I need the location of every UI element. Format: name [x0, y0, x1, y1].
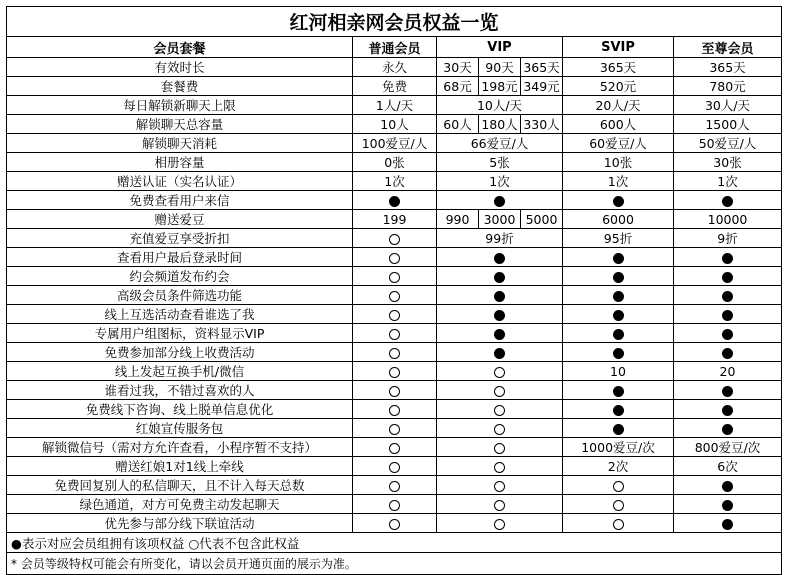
vip-value: [437, 419, 563, 438]
svip-value: 95折: [563, 229, 674, 248]
vip-value: [437, 267, 563, 286]
supreme-value: [674, 514, 782, 533]
vip-value: 10人/天: [437, 96, 563, 115]
table-row: [7, 115, 782, 134]
included-dot-icon: [722, 519, 733, 530]
supreme-value: 1500人: [674, 115, 782, 134]
svip-value: [563, 381, 674, 400]
included-dot-icon: [722, 405, 733, 416]
not-included-ring-icon: [494, 500, 505, 511]
table-row: [7, 210, 782, 229]
feature-label: 套餐费: [7, 77, 353, 96]
feature-label: 高级会员条件筛选功能: [7, 286, 353, 305]
table-row: [7, 96, 782, 115]
normal-value: [353, 514, 437, 533]
normal-value: [353, 286, 437, 305]
footnote-row: [7, 553, 782, 575]
table-row: [7, 305, 782, 324]
included-dot-icon: [494, 310, 505, 321]
feature-label: 专属用户组图标，资料显示VIP: [7, 324, 353, 343]
not-included-ring-icon: [389, 291, 400, 302]
feature-label: 解锁聊天总容量: [7, 115, 353, 134]
svip-value: [563, 495, 674, 514]
table-row: [7, 286, 782, 305]
table-row: [7, 229, 782, 248]
supreme-value: 20: [674, 362, 782, 381]
feature-label: 赠送爱豆: [7, 210, 353, 229]
svip-value: 1次: [563, 172, 674, 191]
included-dot-icon: [613, 310, 624, 321]
not-included-ring-icon: [389, 462, 400, 473]
included-dot-icon: [494, 196, 505, 207]
supreme-value: 800爱豆/次: [674, 438, 782, 457]
not-included-ring-icon: [613, 500, 624, 511]
not-included-ring-icon: [389, 253, 400, 264]
normal-value: 10人: [353, 115, 437, 134]
included-dot-icon: [494, 348, 505, 359]
not-included-ring-icon: [494, 367, 505, 378]
normal-value: [353, 343, 437, 362]
feature-label: 线上发起互换手机/微信: [7, 362, 353, 381]
not-included-ring-icon: [494, 424, 505, 435]
normal-value: [353, 457, 437, 476]
not-included-ring-icon: [389, 424, 400, 435]
legend-row: [7, 533, 782, 553]
svip-value: [563, 419, 674, 438]
svip-value: [563, 400, 674, 419]
normal-value: 免费: [353, 77, 437, 96]
vip-tier-value: 30天: [437, 58, 479, 77]
feature-label: 绿色通道，对方可免费主动发起聊天: [7, 495, 353, 514]
table-row: [7, 476, 782, 495]
included-dot-icon: [722, 424, 733, 435]
table-row: [7, 58, 782, 77]
table-row: [7, 172, 782, 191]
vip-value: [437, 324, 563, 343]
vip-tier-value: 330人: [521, 115, 563, 134]
included-dot-icon: [722, 291, 733, 302]
normal-value: 永久: [353, 58, 437, 77]
supreme-value: [674, 495, 782, 514]
normal-value: [353, 362, 437, 381]
included-dot-icon: [613, 272, 624, 283]
not-included-ring-icon: [494, 443, 505, 454]
svip-value: [563, 324, 674, 343]
vip-tier-value: 68元: [437, 77, 479, 96]
svip-value: 1000爱豆/次: [563, 438, 674, 457]
vip-tier-value: 198元: [479, 77, 521, 96]
included-dot-icon: [613, 329, 624, 340]
included-dot-icon: [494, 253, 505, 264]
normal-value: [353, 305, 437, 324]
supreme-value: 30人/天: [674, 96, 782, 115]
header-vip: VIP: [437, 37, 563, 58]
normal-value: 0张: [353, 153, 437, 172]
vip-tier-value: 990: [437, 210, 479, 229]
header-supreme: 至尊会员: [674, 37, 782, 58]
vip-value: 99折: [437, 229, 563, 248]
table-row: [7, 153, 782, 172]
feature-label: 解锁聊天消耗: [7, 134, 353, 153]
normal-value: 1次: [353, 172, 437, 191]
vip-value: [437, 305, 563, 324]
svip-value: 2次: [563, 457, 674, 476]
vip-value: 1次: [437, 172, 563, 191]
not-included-ring-icon: [389, 386, 400, 397]
header-svip: SVIP: [563, 37, 674, 58]
feature-label: 免费参加部分线上收费活动: [7, 343, 353, 362]
not-included-ring-icon: [389, 234, 400, 245]
svip-value: [563, 286, 674, 305]
table-row: [7, 400, 782, 419]
svip-value: 20人/天: [563, 96, 674, 115]
feature-label: 约会频道发布约会: [7, 267, 353, 286]
feature-label: 每日解锁新聊天上限: [7, 96, 353, 115]
vip-value: [437, 514, 563, 533]
vip-tier-value: 90天: [479, 58, 521, 77]
svip-value: [563, 248, 674, 267]
included-dot-icon: [613, 348, 624, 359]
svip-value: [563, 476, 674, 495]
table-row: [7, 457, 782, 476]
included-dot-icon: [722, 272, 733, 283]
vip-value: [437, 495, 563, 514]
included-dot-icon: [613, 405, 624, 416]
feature-label: 赠送认证（实名认证）: [7, 172, 353, 191]
vip-tier-value: 365天: [521, 58, 563, 77]
vip-value: [437, 286, 563, 305]
not-included-ring-icon: [389, 481, 400, 492]
supreme-value: [674, 343, 782, 362]
svip-value: [563, 191, 674, 210]
feature-label: 免费回复别人的私信聊天，且不计入每天总数: [7, 476, 353, 495]
svip-value: 60爱豆/人: [563, 134, 674, 153]
vip-value: [437, 476, 563, 495]
table-row: [7, 77, 782, 96]
normal-value: [353, 324, 437, 343]
normal-value: [353, 191, 437, 210]
table-row: [7, 248, 782, 267]
included-dot-icon: [389, 196, 400, 207]
not-included-ring-icon: [389, 329, 400, 340]
feature-label: 优先参与部分线下联谊活动: [7, 514, 353, 533]
not-included-ring-icon: [389, 500, 400, 511]
vip-value: [437, 457, 563, 476]
vip-value: [437, 362, 563, 381]
not-included-ring-icon: [389, 272, 400, 283]
supreme-value: 1次: [674, 172, 782, 191]
supreme-value: [674, 267, 782, 286]
supreme-value: 30张: [674, 153, 782, 172]
vip-value: [437, 381, 563, 400]
svip-value: 365天: [563, 58, 674, 77]
not-included-ring-icon: [389, 405, 400, 416]
supreme-value: 9折: [674, 229, 782, 248]
feature-label: 有效时长: [7, 58, 353, 77]
not-included-ring-icon: [389, 310, 400, 321]
table-row: [7, 514, 782, 533]
table-row: [7, 419, 782, 438]
vip-tier-value: 349元: [521, 77, 563, 96]
feature-label: 谁看过我，不错过喜欢的人: [7, 381, 353, 400]
included-dot-icon: [494, 291, 505, 302]
supreme-value: [674, 400, 782, 419]
table-row: [7, 362, 782, 381]
normal-value: [353, 419, 437, 438]
feature-label: 红娘宣传服务包: [7, 419, 353, 438]
not-included-ring-icon: [494, 462, 505, 473]
feature-label: 免费查看用户来信: [7, 191, 353, 210]
feature-label: 线上互选活动查看谁选了我: [7, 305, 353, 324]
vip-value: [437, 400, 563, 419]
included-dot-icon: [613, 253, 624, 264]
feature-label: 赠送红娘1对1线上牵线: [7, 457, 353, 476]
vip-value: 66爱豆/人: [437, 134, 563, 153]
supreme-value: [674, 476, 782, 495]
legend-text: ●表示对应会员组拥有该项权益 ○代表不包含此权益: [7, 533, 782, 553]
normal-value: [353, 248, 437, 267]
normal-value: [353, 229, 437, 248]
not-included-ring-icon: [613, 481, 624, 492]
table-row: [7, 191, 782, 210]
included-dot-icon: [613, 386, 624, 397]
normal-value: 1人/天: [353, 96, 437, 115]
supreme-value: [674, 419, 782, 438]
normal-value: [353, 267, 437, 286]
included-dot-icon: [722, 348, 733, 359]
svip-value: [563, 267, 674, 286]
included-dot-icon: [613, 291, 624, 302]
vip-tier-value: 180人: [479, 115, 521, 134]
feature-label: 解锁微信号（需对方允许查看，小程序暂不支持）: [7, 438, 353, 457]
svip-value: 600人: [563, 115, 674, 134]
supreme-value: [674, 248, 782, 267]
benefits-frame: [6, 6, 781, 575]
normal-value: [353, 495, 437, 514]
not-included-ring-icon: [494, 519, 505, 530]
normal-value: [353, 400, 437, 419]
included-dot-icon: [722, 253, 733, 264]
feature-label: 查看用户最后登录时间: [7, 248, 353, 267]
included-dot-icon: [722, 481, 733, 492]
supreme-value: [674, 286, 782, 305]
included-dot-icon: [613, 424, 624, 435]
feature-label: 充值爱豆享受折扣: [7, 229, 353, 248]
header-feature: 会员套餐: [7, 37, 353, 58]
page-title: 红河相亲网会员权益一览: [7, 7, 782, 37]
vip-tier-value: 3000: [479, 210, 521, 229]
svip-value: [563, 343, 674, 362]
feature-label: 免费线下咨询、线上脱单信息优化: [7, 400, 353, 419]
vip-value: [437, 438, 563, 457]
vip-value: 5张: [437, 153, 563, 172]
included-dot-icon: [494, 329, 505, 340]
table-row: [7, 267, 782, 286]
normal-value: [353, 476, 437, 495]
not-included-ring-icon: [389, 443, 400, 454]
table-row: [7, 381, 782, 400]
benefits-table: [6, 6, 782, 575]
supreme-value: [674, 324, 782, 343]
included-dot-icon: [722, 500, 733, 511]
vip-value: [437, 191, 563, 210]
not-included-ring-icon: [389, 519, 400, 530]
table-row: [7, 438, 782, 457]
supreme-value: [674, 381, 782, 400]
normal-value: [353, 438, 437, 457]
table-row: [7, 343, 782, 362]
table-row: [7, 324, 782, 343]
included-dot-icon: [722, 329, 733, 340]
svip-value: 6000: [563, 210, 674, 229]
svip-value: 520元: [563, 77, 674, 96]
table-row: [7, 495, 782, 514]
vip-tier-value: 60人: [437, 115, 479, 134]
supreme-value: 10000: [674, 210, 782, 229]
not-included-ring-icon: [389, 367, 400, 378]
supreme-value: 365天: [674, 58, 782, 77]
not-included-ring-icon: [613, 519, 624, 530]
normal-value: 100爱豆/人: [353, 134, 437, 153]
not-included-ring-icon: [494, 405, 505, 416]
svip-value: [563, 514, 674, 533]
supreme-value: 780元: [674, 77, 782, 96]
included-dot-icon: [494, 272, 505, 283]
not-included-ring-icon: [494, 481, 505, 492]
vip-tier-value: 5000: [521, 210, 563, 229]
supreme-value: [674, 191, 782, 210]
normal-value: 199: [353, 210, 437, 229]
included-dot-icon: [722, 196, 733, 207]
header-row: [7, 37, 782, 58]
included-dot-icon: [613, 196, 624, 207]
header-normal: 普通会员: [353, 37, 437, 58]
normal-value: [353, 381, 437, 400]
vip-value: [437, 248, 563, 267]
supreme-value: 50爱豆/人: [674, 134, 782, 153]
not-included-ring-icon: [389, 348, 400, 359]
not-included-ring-icon: [494, 386, 505, 397]
included-dot-icon: [722, 386, 733, 397]
table-row: [7, 134, 782, 153]
svip-value: 10张: [563, 153, 674, 172]
feature-label: 相册容量: [7, 153, 353, 172]
supreme-value: 6次: [674, 457, 782, 476]
included-dot-icon: [722, 310, 733, 321]
vip-value: [437, 343, 563, 362]
svip-value: 10: [563, 362, 674, 381]
supreme-value: [674, 305, 782, 324]
footnote-text: * 会员等级特权可能会有所变化，请以会员开通页面的展示为准。: [7, 553, 782, 575]
svip-value: [563, 305, 674, 324]
